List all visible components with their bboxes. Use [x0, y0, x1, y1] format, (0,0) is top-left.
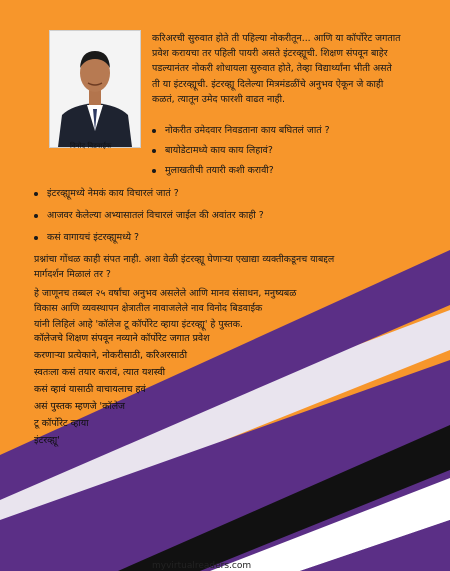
intro-line: प्रवेश करायचा तर पहिली पायरी असते इंटरव्ह्यूची. शिक्षण संपवून बाहेर: [152, 48, 388, 60]
bullet-icon: [152, 149, 156, 153]
bullet-icon: [152, 169, 156, 173]
intro-line: करिअरची सुरुवात होते ती पहिल्या नोकरीतून... आणि या कॉर्पोरेट जगतात: [152, 33, 401, 44]
closing-line: करणाऱ्या प्रत्येकाने, नोकरीसाठी, करिअरसाठी: [34, 350, 188, 361]
question-line: मार्गदर्शन मिळालं तर ?: [34, 269, 111, 281]
bullet-icon: [34, 236, 38, 240]
intro-line: ती या इंटरव्ह्यूची. इंटरव्ह्यू दिलेल्या मित्रमंडळींचे अनुभव ऐकून जे काही: [152, 78, 384, 90]
intro-line: पडल्यानंतर नोकरी शोधायला सुरुवात होते, तेव्हा विद्यार्थ्यांना भीती असते: [152, 63, 392, 75]
closing-line: स्वतःला कसं तयार करावं, त्यात यशस्वी: [34, 367, 166, 378]
book-line: यांनी लिहिलं आहे 'कॉलेज टू कॉर्पोरेट व्हाया इंटरव्ह्यू' हे पुस्तक.: [34, 318, 243, 330]
intro-paragraph: [152, 31, 401, 107]
bullet-item: [152, 123, 330, 136]
bullet-text: मुलाखतीची तयारी कशी करावी?: [165, 165, 274, 176]
closing-line: इंटरव्ह्यू': [34, 435, 60, 446]
bullet-text: इंटरव्ह्यूमध्ये नेमकं काय विचारलं जातं ?: [47, 188, 179, 199]
book-line: हे जाणूनच तब्बल २५ वर्षांचा अनुभव असलेले आणि मानव संसाधन, मनुष्यबळ: [34, 288, 297, 299]
bullet-item: [34, 208, 264, 221]
closing-line: कॉलेजचे शिक्षण संपवून नव्याने कॉर्पोरेट जगात प्रवेश: [34, 333, 210, 344]
bullet-text: नोकरीत उमेदवार निवडताना काय बघितलं जातं ?: [165, 125, 330, 136]
bullet-icon: [34, 192, 38, 196]
closing-line: टू कॉर्पोरेट व्हाया: [34, 418, 89, 429]
author-portrait-illustration: [50, 31, 140, 147]
bullet-item: [152, 163, 274, 176]
bullet-icon: [34, 214, 38, 218]
intro-line: कळतं, त्यातून उमेद फारशी वाढत नाही.: [152, 93, 285, 105]
footer-watermark: myvirtualreaders.com: [152, 561, 252, 571]
question-paragraph: [34, 252, 334, 283]
closing-line: कसं व्हावं यासाठी वाचायलाच हवं: [34, 384, 146, 395]
bullet-icon: [152, 129, 156, 133]
book-line: विकास आणि व्यवस्थापन क्षेत्रातील नावाजलेले नाव विनोद बिडवाईक: [34, 303, 263, 315]
closing-line: असं पुस्तक म्हणजे 'कॉलेज: [34, 401, 126, 412]
closing-paragraph: [34, 330, 210, 449]
bullet-item: [34, 230, 139, 243]
question-line: प्रश्नांचा गोंधळ काही संपत नाही. अशा वेळी इंटरव्ह्यू घेणाऱ्या एखाद्या व्यक्तीकडूनच याबद्दल: [34, 254, 335, 265]
book-paragraph: [34, 286, 296, 332]
bullet-text: कसं वागायचं इंटरव्ह्यूमध्ये ?: [47, 232, 140, 243]
author-caption: विनोद बिडवाईक: [70, 142, 112, 150]
bullet-item: [152, 143, 273, 156]
author-photo: [49, 30, 141, 148]
bullet-text: आजवर केलेल्या अभ्यासातलं विचारलं जाईल की अवांतर काही ?: [47, 210, 264, 221]
bullet-item: [34, 186, 179, 199]
bullet-text: बायोडेटामध्ये काय काय लिहावं?: [165, 145, 273, 156]
